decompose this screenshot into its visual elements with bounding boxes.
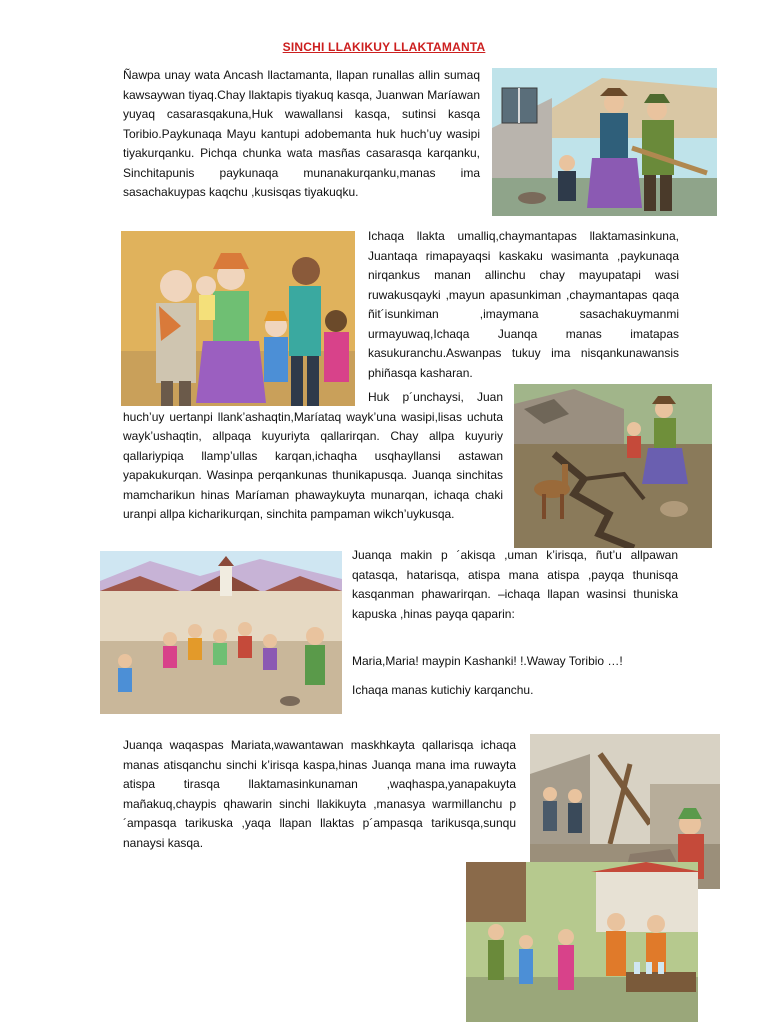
paragraph-2: Ichaqa llakta umalliq,chaymantapas llaktamasinkuna, Juantaqa rimapayaqsi kaskaku wasimanta ,paykunaqa nirqankus manan allinchu chay mayupatapi wasi ruwakusqayki ,mayun apasunkiman ,chaymantapas qaqa ñit´isunkiman ,imaymana sasachakuymanmi urmayuwaq,Ichaqa Juanqa manas imatapas kasukuranchu.Aswanpas tukuy ima nisqankunawansis phiñasqa kasharan. [368,229,679,380]
paragraph-1: Ñawpa unay wata Ancash llactamanta, llapan runallas allin sumaq kawsaywan tiyaq.Chay llaktapis tiyakuq kasqa, Juanwan Maríawan yuyaq casarasqakuna,Huk wawallansi kasqa, sutinsi kasqa Toribio.Paykunaqa Mayu kantupi adobemanta huk huch’uy wasipi tiyakurqanku. Pichqa chunka wata masñas casarasqa karqanku, Sinchitapunis paykunaqa munanakurqanku,manas ima sasachakuypas kaqchu ,kusisqas tiyakuqku. [123,68,480,199]
illustration-earthquake-crack [514,384,712,548]
illustration-village-running-people [100,551,342,714]
paragraph-4: Juanqa makin p ´akisqa ,uman k’irisqa, ñut’u allpawan qatasqa, hatarisqa, atispa mana atispa ,payqa thunisqa kasqanman phawarirqan. –ichaqa llapan wasinsi thuniska kapuska ,hinas payqa qaparin: [352,548,678,621]
no-answer-line: Ichaqa manas kutichiy karqanchu. [352,683,534,697]
illustration-juan-maria-with-neighbors [492,68,717,216]
paragraph-5: Juanqa waqaspas Mariata,wawantawan maskhkayta qallarisqa ichaqa manas atisqanchu sinchi k’irisqa kaspa,hinas Juanqa mana ima ruwayta atispa tirasqa llaktamasinkunaman ,waqhaspa,yanapakuyta mañakuq,chaypis qhawarin sinchi llakikuyta ,manasya warmillanchu p ´ampasqa tarikuska ,yaqa llapan llaktas p´ampasqa tarikusqa,sunqu nanaysi kasqa. [123,738,516,850]
exclamation-line: Maria,Maria! maypin Kashanki! !.Waway Toribio …! [352,654,623,668]
page-title: SINCHI LLAKIKUY LLAKTAMANTA [282,40,486,54]
illustration-family-portrait [121,231,355,406]
paragraph-3: Huk p´unchaysi, Juan huch’uy uertanpi llank’ashaqtin,Maríataq wayk’una wasipi,lisas uchuta wayk’ushaqtin, allpaqa kuyuriyta qallarirqan. Chay allpa kuyuriy qallariypiqa llamp’ullas karqan,ichaqha usqhayllansi astawan yapakukurqan. Wasinpa perqankunas thunikapusqa. Juanqa sinchitas mamcharikun hinas Maríaman phawaykuyta munarqan, ichaqa chaki uranpi allpa kicharikurqan, sinchita pampaman wikch’uykusqa. [123,390,503,521]
illustration-rescue-aid-scene [466,862,698,1022]
